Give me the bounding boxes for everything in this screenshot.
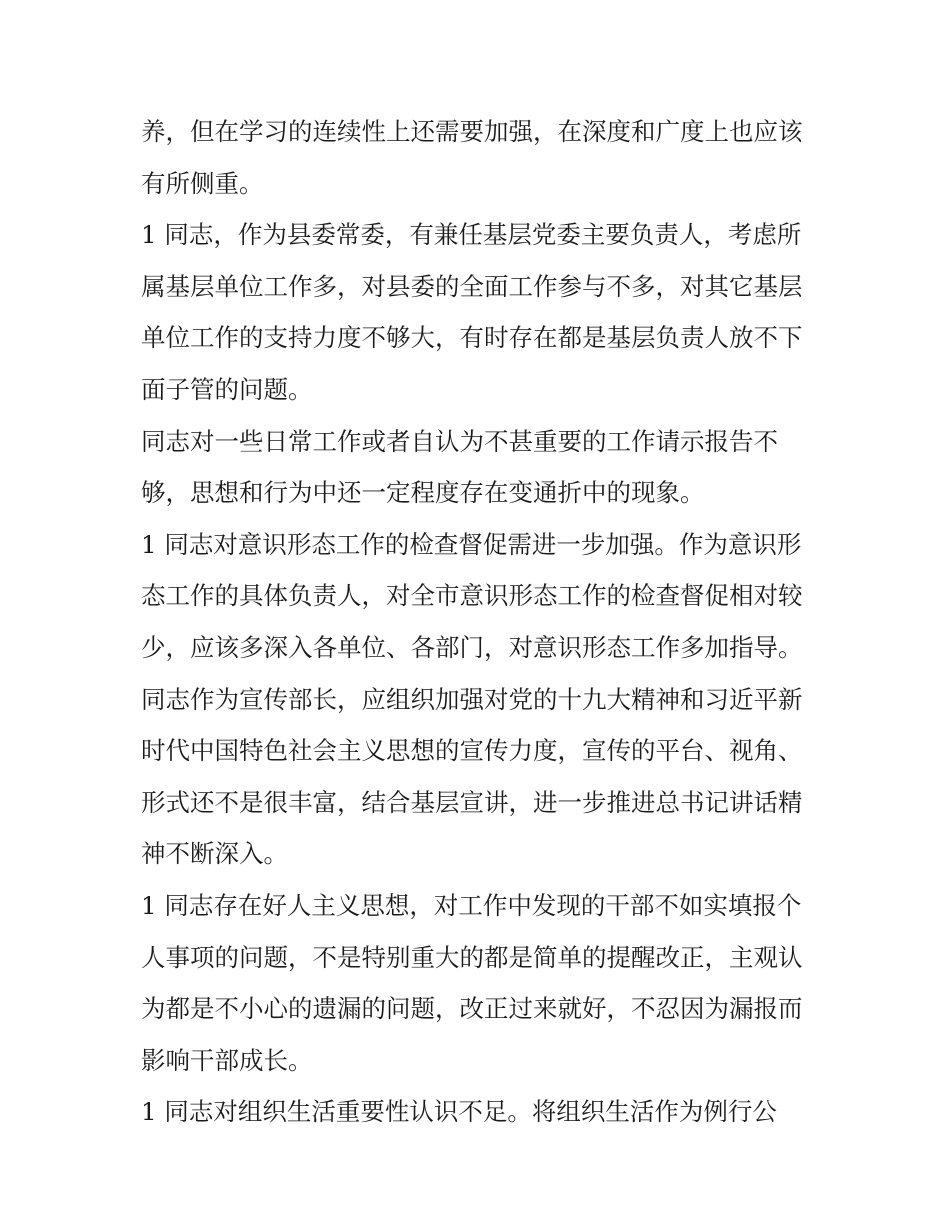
paragraph-4 <box>141 519 821 674</box>
text-line: 神不断深入。 <box>141 839 288 869</box>
text-line: 够，思想和行为中还一定程度存在变通折中的现象。 <box>141 478 705 508</box>
text-line: 同志作为宣传部长，应组织加强对党的十九大精神和习近平新 <box>141 684 803 714</box>
text-line: 有所侧重。 <box>141 168 264 198</box>
text-line: 影响干部成长。 <box>141 1045 313 1075</box>
text-line: 1 同志存在好人主义思想，对工作中发现的干部不如实填报个 <box>141 890 802 920</box>
text-line: 态工作的具体负责人，对全市意识形态工作的检查督促相对较 <box>141 581 803 611</box>
text-line: 少，应该多深入各单位、各部门，对意识形态工作多加指导。 <box>141 632 803 662</box>
paragraph-7 <box>141 1086 821 1138</box>
paragraph-1 <box>141 106 821 209</box>
text-line: 人事项的问题，不是特别重大的都是简单的提醒改正，主观认 <box>141 942 803 972</box>
text-line: 1 同志对组织生活重要性认识不足。将组织生活作为例行公 <box>141 1097 777 1127</box>
text-line: 时代中国特色社会主义思想的宣传力度，宣传的平台、视角、 <box>141 736 803 766</box>
text-line: 为都是不小心的遗漏的问题，改正过来就好，不忍因为漏报而 <box>141 994 803 1024</box>
text-line: 养，但在学习的连续性上还需要加强，在深度和广度上也应该 <box>141 117 803 146</box>
text-line: 属基层单位工作多，对县委的全面工作参与不多，对其它基层 <box>141 271 803 301</box>
text-line: 单位工作的支持力度不够大，有时存在都是基层负责人放不下 <box>141 323 803 353</box>
text-line: 面子管的问题。 <box>141 374 313 404</box>
paragraph-6 <box>141 880 821 1086</box>
paragraph-3 <box>141 416 821 519</box>
document-body <box>141 106 821 1138</box>
text-line: 形式还不是很丰富，结合基层宣讲，进一步推进总书记讲话精 <box>141 787 803 817</box>
text-line: 1 同志对意识形态工作的检查督促需进一步加强。作为意识形 <box>141 529 802 559</box>
text-line: 1 同志，作为县委常委，有兼任基层党委主要负责人，考虑所 <box>141 220 802 250</box>
paragraph-5 <box>141 674 821 880</box>
text-line: 同志对一些日常工作或者自认为不甚重要的工作请示报告不 <box>141 426 778 456</box>
paragraph-2 <box>141 209 821 415</box>
